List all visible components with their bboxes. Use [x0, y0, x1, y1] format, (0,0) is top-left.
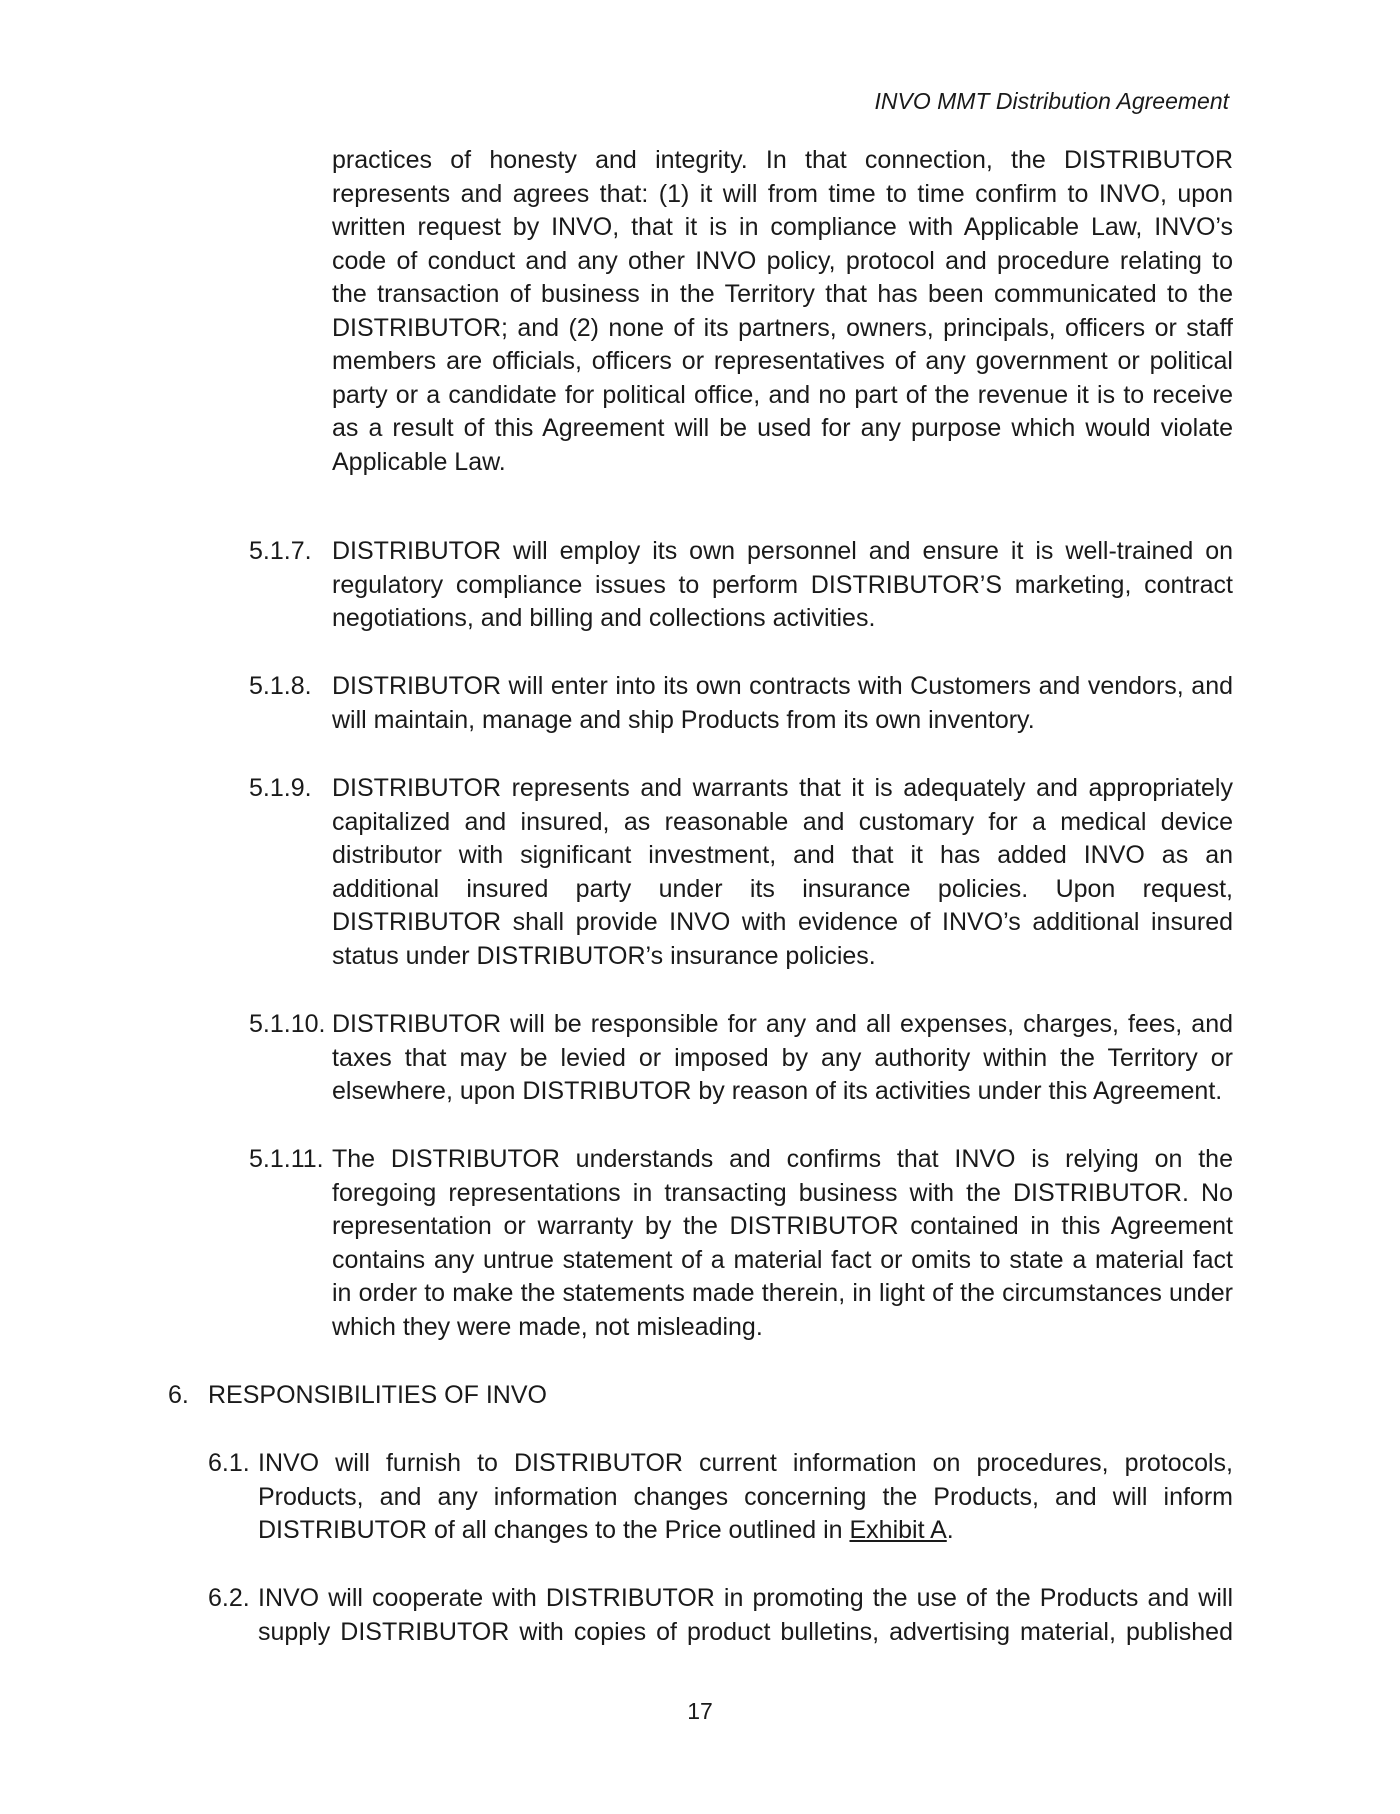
section-6-2-number: 6.2. — [208, 1584, 250, 1612]
section-6-1-number: 6.1. — [208, 1449, 250, 1477]
continuation-paragraph: practices of honesty and integrity. In that connection, the DISTRIBUTOR represents and agrees that: (1) it will from time to time confirm to INVO, upon written request by INVO, that it is in compliance with Applicable Law, INVO’s code of conduct and any other INVO policy, protocol and procedure relating to the transaction of business in the Territory that has been communicated to the DISTRIBUTOR; and (2) none of its partners, owners, principals, officers or staff members are officials, officers or representatives of any government or political party or a candidate for political office, and no part of the revenue it is to receive as a result of this Agreement will be used for any purpose which would violate Applicable Law. — [332, 146, 1233, 476]
running-header: INVO MMT Distribution Agreement — [874, 88, 1229, 114]
exhibit-a-link[interactable]: Exhibit A — [849, 1516, 947, 1544]
section-6-number: 6. — [168, 1381, 189, 1409]
section-6-1-text-before: INVO will furnish to DISTRIBUTOR current information on procedures, protocols, Products, and any information changes concerning the Products, and will inform DISTRIBUTOR of all changes to the Price outlined in — [258, 1449, 1233, 1544]
section-5-1-10-number: 5.1.10. — [249, 1010, 326, 1038]
section-5-1-10-text: DISTRIBUTOR will be responsible for any and all expenses, charges, fees, and taxes that may be levied or imposed by any authority within the Territory or elsewhere, upon DISTRIBUTOR by reason of its activities under this Agreement. — [332, 1010, 1233, 1105]
section-5-1-11-text: The DISTRIBUTOR understands and confirms that INVO is relying on the foregoing representations in transacting business with the DISTRIBUTOR. No representation or warranty by the DISTRIBUTOR contained in this Agreement contains any untrue statement of a material fact or omits to state a material fact in order to make the statements made therein, in light of the circumstances under which they were made, not misleading. — [332, 1145, 1233, 1341]
section-5-1-8-number: 5.1.8. — [249, 672, 312, 700]
section-6-heading: RESPONSIBILITIES OF INVO — [208, 1381, 547, 1409]
section-5-1-8-text: DISTRIBUTOR will enter into its own contracts with Customers and vendors, and will maintain, manage and ship Products from its own inventory. — [332, 672, 1233, 734]
section-5-1-11-number: 5.1.11. — [249, 1145, 324, 1173]
section-6-1-text-after: . — [946, 1516, 954, 1544]
section-6-1-text — [258, 1447, 1233, 1548]
section-6-2-text: INVO will cooperate with DISTRIBUTOR in promoting the use of the Products and will supply DISTRIBUTOR with copies of product bulletins, advertising material, published — [258, 1584, 1233, 1646]
page-number: 17 — [687, 1698, 713, 1724]
section-5-1-9-text: DISTRIBUTOR represents and warrants that it is adequately and appropriately capitalized and insured, as reasonable and customary for a medical device distributor with significant investment, and that it has added INVO as an additional insured party under its insurance policies. Upon request, DISTRIBUTOR shall provide INVO with evidence of INVO’s additional insured status under DISTRIBUTOR’s insurance policies. — [332, 774, 1233, 970]
section-5-1-9-number: 5.1.9. — [249, 774, 312, 802]
section-5-1-7-text: DISTRIBUTOR will employ its own personnel and ensure it is well-trained on regulatory compliance issues to perform DISTRIBUTOR’S marketing, contract negotiations, and billing and collections activities. — [332, 537, 1233, 632]
section-5-1-7-number: 5.1.7. — [249, 537, 312, 565]
